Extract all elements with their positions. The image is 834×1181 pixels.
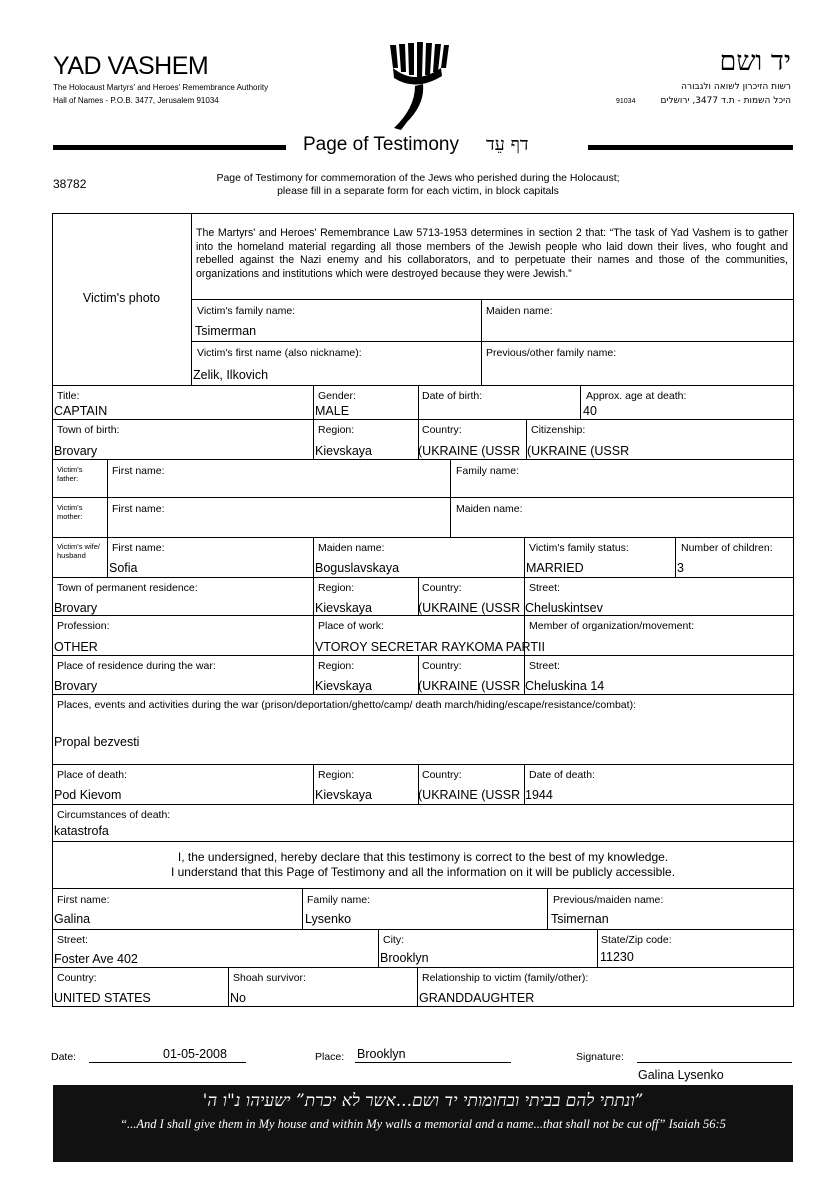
workplace-label: Place of work: (318, 620, 384, 632)
submitter-prev-name-value[interactable]: Tsimernan (551, 912, 609, 926)
org-subtitle: The Holocaust Martyrs' and Heroes' Remembrance Authority (53, 83, 269, 92)
war-region-value[interactable]: Kievskaya (315, 679, 372, 693)
page-title: Page of Testimony (303, 134, 459, 155)
member-org-label: Member of organization/movement: (529, 620, 695, 632)
page-title-hebrew: דף עֵד (486, 134, 529, 155)
date-underline (89, 1062, 246, 1063)
law-text: The Martyrs' and Heroes' Remembrance Law 5713-1953 determines in section 2 that: “The task of Yad Vashem is to gather into the homeland material regarding all those members of the Jewish people who laid down their lives, who fought and rebelled against the Nazi enemy and his collaborators, and to perpetuate their names and those of the communities, organizations and institutions which were destroyed because they were Jewish.” (196, 227, 788, 280)
victim-maiden-name-label: Maiden name: (486, 305, 553, 317)
death-date-value[interactable]: 1944 (525, 788, 553, 802)
date-label: Date: (51, 1051, 77, 1063)
isaiah-banner (53, 1085, 793, 1162)
birth-country-label: Country: (422, 424, 462, 436)
war-country-label: Country: (422, 660, 462, 672)
submitter-country-value[interactable]: UNITED STATES (54, 991, 151, 1005)
title-label: Title: (57, 390, 80, 402)
relationship-value[interactable]: GRANDDAUGHTER (419, 991, 535, 1005)
org-name-hebrew: יד ושם (719, 46, 791, 77)
place-label: Place: (315, 1051, 345, 1063)
family-status-label: Victim's family status: (529, 542, 629, 554)
submitter-street-label: Street: (57, 934, 88, 946)
spouse-maiden-label: Maiden name: (318, 542, 385, 554)
mother-first-name-label: First name: (112, 503, 165, 515)
org-subtitle-hebrew: רשות הזיכרון לשואה ולגבורה (681, 82, 791, 92)
birth-region-label: Region: (318, 424, 355, 436)
submitter-first-name-label: First name: (57, 894, 110, 906)
victim-first-name-value[interactable]: Zelik, Ilkovich (193, 368, 269, 382)
submitter-zip-label: State/Zip code: (601, 934, 672, 946)
war-town-value[interactable]: Brovary (54, 679, 98, 693)
citizenship-value[interactable]: (UKRAINE (USSR (527, 444, 630, 458)
events-label: Places, events and activities during the war (prison/deportation/ghetto/camp/ death march/hiding/escape/resistance/combat): (57, 699, 636, 711)
shoah-survivor-label: Shoah survivor: (233, 972, 306, 984)
perm-street-label: Street: (529, 582, 560, 594)
signature-underline (637, 1062, 792, 1063)
children-value[interactable]: 3 (677, 561, 684, 575)
perm-town-value[interactable]: Brovary (54, 601, 98, 615)
shoah-survivor-value[interactable]: No (230, 991, 246, 1005)
org-name: YAD VASHEM (53, 52, 209, 80)
banner-hebrew: ”ונתתי להם בביתי ובחומותי יד ושם...אשר לא יכרת” ישעיהו נ"ו ה' (202, 1091, 644, 1111)
mother-row-label: Victim's mother: (57, 503, 83, 521)
father-family-name-label: Family name: (456, 465, 520, 477)
header-rule-right (588, 145, 793, 150)
victim-family-name-value[interactable]: Tsimerman (195, 324, 257, 338)
children-label: Number of children: (681, 542, 773, 554)
perm-country-label: Country: (422, 582, 462, 594)
victim-photo-label: Victim's photo (82, 291, 161, 305)
workplace-value[interactable]: VTOROY SECRETAR RAYKOMA PARTII (315, 640, 545, 654)
submitter-family-name-label: Family name: (307, 894, 371, 906)
victim-family-name-label: Victim's family name: (197, 305, 296, 317)
circumstances-label: Circumstances of death: (57, 809, 171, 821)
father-row-label: Victim's father: (57, 465, 83, 483)
father-first-name-label: First name: (112, 465, 165, 477)
spouse-row-label: Victim's wife/ husband (57, 542, 100, 560)
family-status-value[interactable]: MARRIED (526, 561, 584, 575)
war-country-value[interactable]: (UKRAINE (USSR (418, 679, 521, 693)
spouse-first-name-label: First name: (112, 542, 165, 554)
signature-label: Signature: (576, 1051, 624, 1063)
birth-town-value[interactable]: Brovary (54, 444, 98, 458)
submitter-family-name-value[interactable]: Lysenko (305, 912, 352, 926)
death-date-label: Date of death: (529, 769, 595, 781)
date-value[interactable]: 01-05-2008 (163, 1047, 227, 1061)
declaration-line-2: I understand that this Page of Testimony and all the information on it will be publicly accessible. (170, 865, 676, 879)
intro-line-1: Page of Testimony for commemoration of the Jews who perished during the Holocaust; (216, 172, 620, 184)
birth-region-value[interactable]: Kievskaya (315, 444, 372, 458)
mother-maiden-name-label: Maiden name: (456, 503, 523, 515)
relationship-label: Relationship to victim (family/other): (422, 972, 589, 984)
victim-prev-family-label: Previous/other family name: (486, 347, 617, 359)
form-number: 38782 (53, 177, 87, 191)
birth-town-label: Town of birth: (57, 424, 120, 436)
place-value[interactable]: Brooklyn (357, 1047, 406, 1061)
perm-region-value[interactable]: Kievskaya (315, 601, 372, 615)
org-zip-hebrew: 91034 (616, 98, 636, 105)
war-residence-label: Place of residence during the war: (57, 660, 216, 672)
war-street-label: Street: (529, 660, 560, 672)
org-address: Hall of Names - P.O.B. 3477, Jerusalem 91034 (53, 96, 219, 105)
submitter-street-value[interactable]: Foster Ave 402 (54, 952, 138, 966)
profession-label: Profession: (57, 620, 110, 632)
events-value[interactable]: Propal bezvesti (54, 735, 140, 749)
profession-value[interactable]: OTHER (54, 640, 98, 654)
header-rule-left (53, 145, 286, 150)
spouse-first-name-value[interactable]: Sofia (109, 561, 138, 575)
submitter-zip-value[interactable]: 11230 (600, 950, 634, 964)
birth-country-value[interactable]: (UKRAINE (USSR (418, 444, 521, 458)
war-region-label: Region: (318, 660, 355, 672)
signature-name: Galina Lysenko (638, 1068, 724, 1082)
declaration-line-1: I, the undersigned, hereby declare that this testimony is correct to the best of my knowledge. (177, 850, 669, 864)
perm-street-value[interactable]: Cheluskintsev (525, 601, 603, 615)
org-address-hebrew: היכל השמות - ת.ד 3477, ירושלים (660, 96, 791, 106)
submitter-first-name-value[interactable]: Galina (54, 912, 91, 926)
death-place-value[interactable]: Pod Kievom (54, 788, 122, 802)
age-value[interactable]: 40 (583, 404, 597, 418)
banner-english: “...And I shall give them in My house and within My walls a memorial and a name...that shall not be cut off” Isaiah 56:5 (120, 1117, 726, 1131)
submitter-city-value[interactable]: Brooklyn (380, 951, 429, 965)
circumstances-value[interactable]: katastrofa (54, 824, 109, 838)
dob-label: Date of birth: (422, 390, 483, 402)
victim-first-name-label: Victim's first name (also nickname): (197, 347, 362, 359)
perm-region-label: Region: (318, 582, 355, 594)
submitter-city-label: City: (383, 934, 404, 946)
death-country-value[interactable]: (UKRAINE (USSR (418, 788, 521, 802)
place-underline (355, 1062, 511, 1063)
submitter-country-label: Country: (57, 972, 97, 984)
death-region-value[interactable]: Kievskaya (315, 788, 372, 802)
age-label: Approx. age at death: (586, 390, 687, 402)
death-region-label: Region: (318, 769, 355, 781)
gender-value[interactable]: MALE (315, 404, 350, 418)
spouse-maiden-value[interactable]: Boguslavskaya (315, 561, 400, 575)
death-country-label: Country: (422, 769, 462, 781)
perm-town-label: Town of permanent residence: (57, 582, 198, 594)
perm-country-value[interactable]: (UKRAINE (USSR (418, 601, 521, 615)
gender-label: Gender: (318, 390, 356, 402)
intro-line-2: please fill in a separate form for each victim, in block capitals (277, 185, 559, 197)
war-street-value[interactable]: Cheluskina 14 (525, 679, 605, 693)
death-place-label: Place of death: (57, 769, 128, 781)
menorah-logo (385, 42, 449, 132)
citizenship-label: Citizenship: (531, 424, 586, 436)
title-value[interactable]: CAPTAIN (54, 404, 108, 418)
submitter-prev-name-label: Previous/maiden name: (553, 894, 664, 906)
